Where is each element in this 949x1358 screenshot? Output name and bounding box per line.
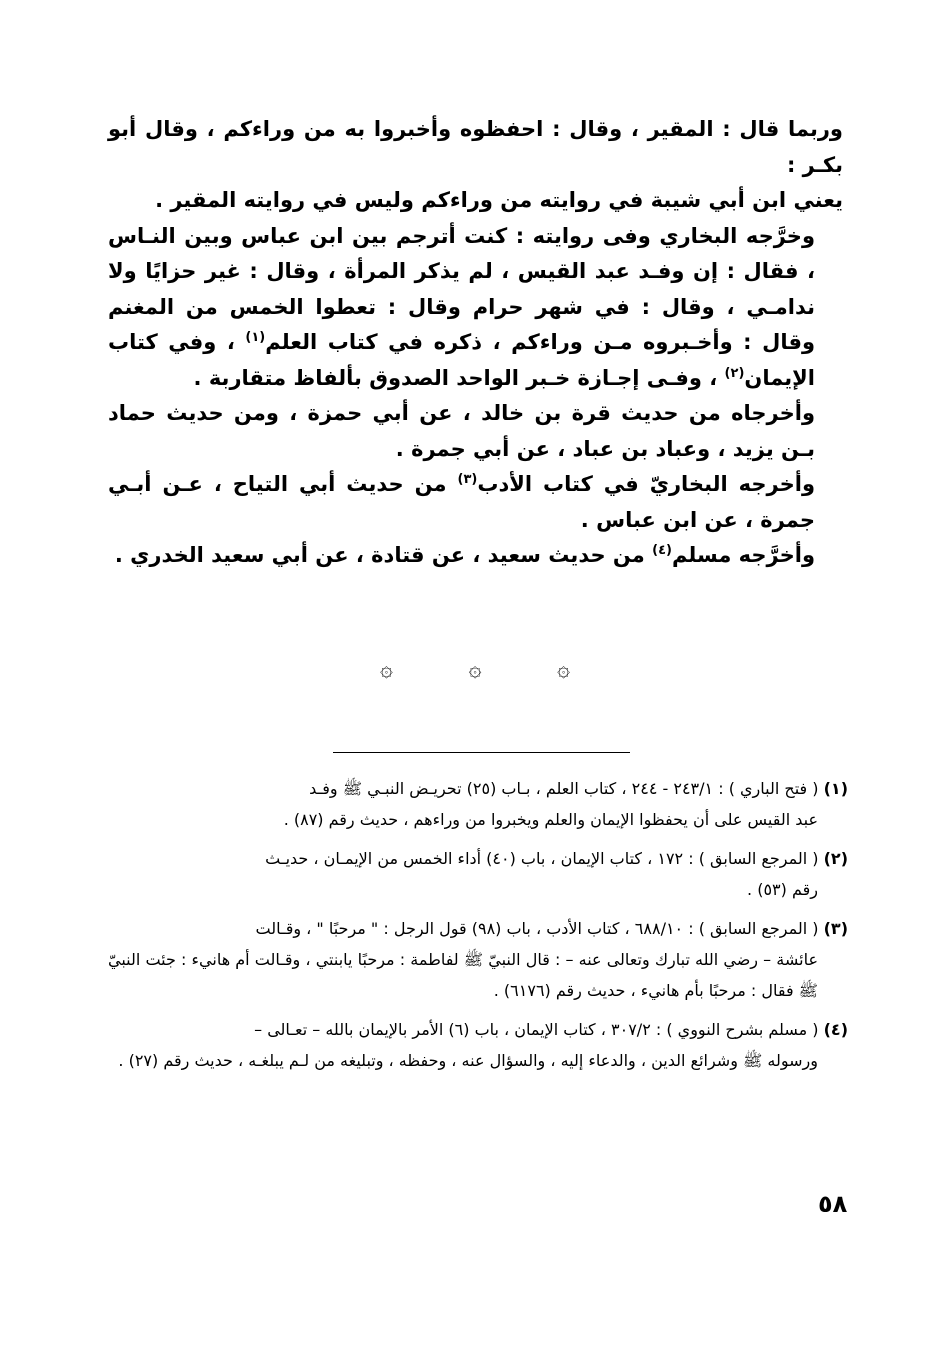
footnote-continuation: رقم (٥٣) . — [747, 880, 818, 899]
footnote-1 — [108, 773, 848, 835]
footnote-text: ( فتح الباري ) : ٢٤٣/١ - ٢٤٤ ، كتاب العلم ، بـاب (٢٥) تحريـض النبـي ﷺ وفـد — [309, 779, 819, 798]
paragraph-2-text-a: وخرَّجه البخاري وفى روايته : كنت أترجم بين ابن عباس وبين النـاس ، فقال : إن وفـد عبد القيس ، لم يذكر المرأة ، وقال : غير حزايًا ولا ندامـي ، وقال : في شهر حرام وقال : تعطوا الخمس من المغنم وقال : وأخـبروه مـن وراءكم ، ذكره في كتاب العلم — [108, 223, 816, 354]
footnotes — [108, 773, 848, 1084]
footnote-ref-2[interactable]: (٢) — [724, 365, 745, 381]
paragraph-5-text-b: من حديث سعيد ، عن قتادة ، عن أبي سعيد الخدري . — [114, 543, 653, 567]
paragraph-1-line-2: يعني ابن أبي شيبة في روايته من وراءكم وليس في روايته المقير . — [155, 188, 843, 212]
footnote-ref-3[interactable]: (٣) — [457, 472, 478, 487]
paragraph-1 — [108, 112, 843, 219]
paragraph-2 — [108, 219, 843, 397]
footnote-2 — [108, 843, 848, 905]
page-number: ٥٨ — [818, 1190, 848, 1218]
footnote-text: ( المرجع السابق ) : ٦٨٨/١٠ ، كتاب الأدب ، باب (٩٨) قول الرجل : " مرحبًا " ، وقـالت — [255, 919, 819, 938]
footnote-ref-4[interactable]: (٤) — [652, 543, 672, 558]
footnote-continuation: ورسوله ﷺ وشرائع الدين ، والدعاء إليه ، والسؤال عنه ، وحفظه ، وتبليغه من لـم يبلغـه ، حديث رقم (٢٧) . — [118, 1051, 818, 1070]
footnote-text: ( المرجع السابق ) : ١٧٢ ، كتاب الإيمان ، باب (٤٠) أداء الخمس من الإيمـان ، حديـث — [265, 849, 819, 868]
ornament-icon: ۞ — [380, 657, 393, 682]
footnote-number: (١) — [823, 779, 848, 798]
footnote-ref-1[interactable]: (١) — [245, 330, 266, 345]
ornament-icon: ۞ — [557, 657, 570, 682]
footnote-number: (٢) — [823, 849, 848, 868]
main-text — [108, 112, 843, 574]
paragraph-4 — [108, 467, 843, 538]
footnote-continuation: عائشة – رضي الله تبارك وتعالى عنه – : قال النبيّ ﷺ لفاطمة : مرحبًا يابنتي ، وقـالت أم هانيء : جئت النبيّ ﷺ فقال : مرحبًا بأم هانيء ، حديث رقم (٦١٧٦) . — [108, 950, 818, 1000]
paragraph-3: وأخرجاه من حديث قرة بن خالد ، عن أبي حمزة ، ومن حديث حماد بـن يزيد ، وعباد بن عباد ، عن أبي جمرة . — [108, 401, 815, 461]
footnote-number: (٣) — [823, 919, 848, 938]
footnote-number: (٤) — [823, 1020, 848, 1039]
footnote-continuation: عبد القيس على أن يحفظوا الإيمان والعلم ويخبروا من وراءهم ، حديث رقم (٨٧) . — [283, 810, 818, 829]
paragraph-4-text-b: من حديث أبي التياح ، عـن أبـي جمرة ، عن ابن عباس . — [108, 472, 815, 532]
ornament-icon: ۞ — [468, 657, 482, 682]
paragraph-5-text-a: وأخرَّجه مسلم — [671, 543, 815, 567]
paragraph-2-text-c: ، وفـى إجـازة خـبر الواحد الصدوق بألفاظ متقاربة . — [193, 365, 725, 390]
footnote-text: ( مسلم بشرح النووي ) : ٣٠٧/٢ ، كتاب الإيمان ، باب (٦) الأمر بالإيمان بالله – تعـالى – — [254, 1020, 819, 1039]
paragraph-5 — [108, 538, 843, 574]
footnote-separator — [333, 752, 630, 753]
paragraph-2-text-b: ، وفي كتاب الإيمان — [108, 330, 815, 390]
section-divider-ornaments — [380, 656, 570, 684]
paragraph-1-line-1: وربما قال : المقير ، وقال : احفظوه وأخبروا به من وراءكم ، وقال أبو بكـر : — [108, 117, 843, 177]
paragraph-4-text-a: وأخرجه البخاريّ في كتاب الأدب — [477, 472, 815, 496]
footnote-4 — [108, 1014, 848, 1076]
footnote-3 — [108, 913, 848, 1006]
